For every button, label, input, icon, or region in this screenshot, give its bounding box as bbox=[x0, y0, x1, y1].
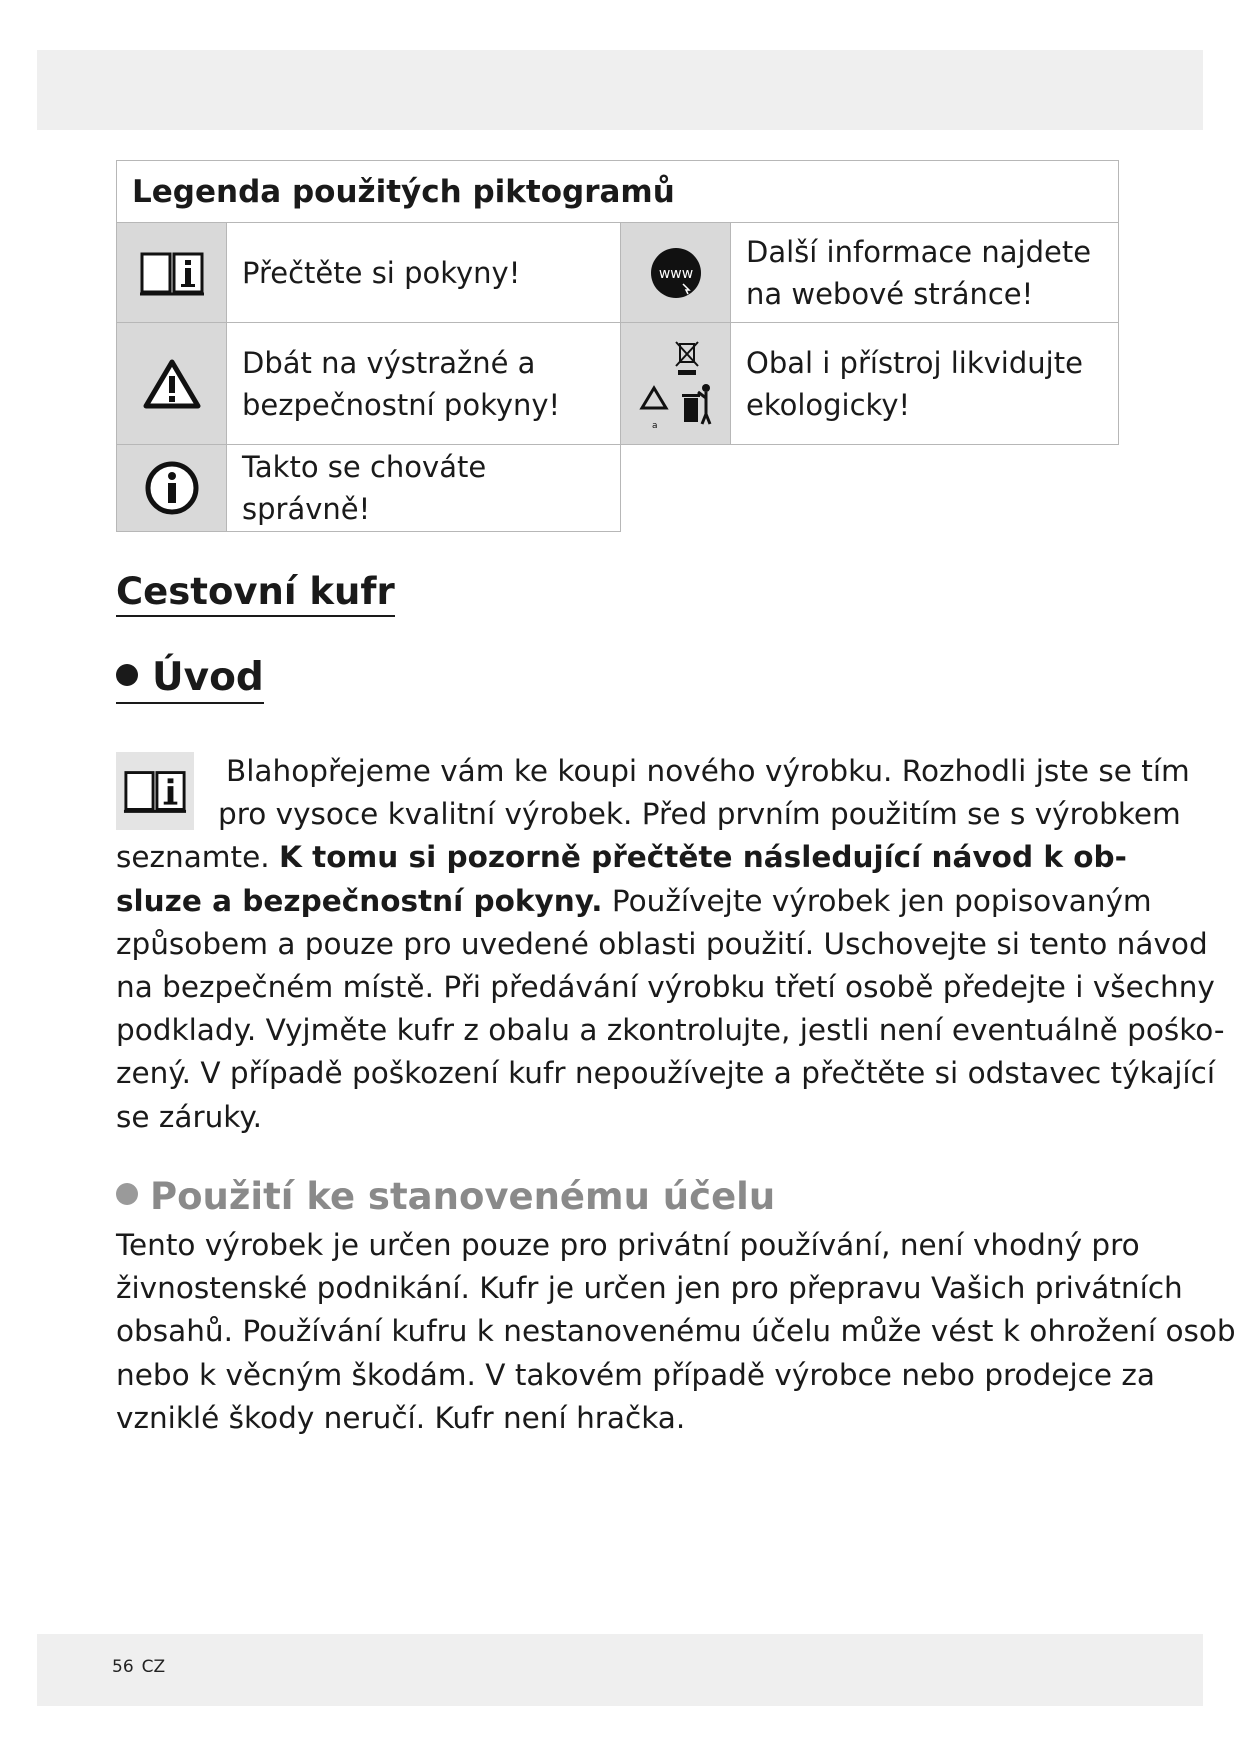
svg-text:a: a bbox=[651, 420, 658, 430]
main-title: Cestovní kufr bbox=[116, 570, 395, 617]
footer-band bbox=[37, 1634, 1203, 1706]
legend-text: Další informace najdete na webové stránce! bbox=[730, 222, 1119, 323]
warning-icon bbox=[143, 358, 201, 410]
www-icon bbox=[649, 246, 703, 300]
legend-icon-cell bbox=[116, 444, 227, 532]
text-line: na bezpečném místě. Při předávání výrobku třetí osobě předejte i všechny bbox=[116, 970, 1215, 1005]
bullet-icon bbox=[116, 664, 138, 686]
text-line: podklady. Vyjměte kufr z obalu a zkontrolujte, jestli není eventuálně pośko- bbox=[116, 1013, 1225, 1048]
text-line: pro vysoce kvalitní výrobek. Před prvním použitím se s výrobkem bbox=[218, 797, 1181, 832]
text-line: obsahů. Používání kufru k nestanovenému účelu může vést k ohrožení osob bbox=[116, 1314, 1236, 1349]
page-number: 56 bbox=[112, 1657, 134, 1677]
legend-text: Přečtěte si pokyny! bbox=[226, 222, 621, 323]
legend-icon-cell bbox=[620, 322, 731, 445]
recycling-icon bbox=[636, 338, 716, 430]
text-line: vzniklé škody neručí. Kufr není hračka. bbox=[116, 1400, 686, 1435]
usage-paragraph bbox=[116, 1224, 1236, 1440]
legend-text: Dbát na výstražné a bezpečnostní pokyny! bbox=[226, 322, 621, 445]
legend-icon-cell bbox=[116, 322, 227, 445]
page-footer bbox=[112, 1657, 165, 1677]
text-line: seznamte. K tomu si pozorně přečtěte následující návod k ob- bbox=[116, 840, 1127, 875]
language-code: CZ bbox=[141, 1657, 166, 1677]
text-line: způsobem a pouze pro uvedené oblasti použití. Uschovejte si tento návod bbox=[116, 926, 1208, 961]
emphasis-text: K tomu si pozorně přečtěte následující návod k ob- bbox=[279, 840, 1127, 875]
legend-title: Legenda použitých piktogramů bbox=[116, 160, 1119, 223]
svg-text:www: www bbox=[658, 265, 693, 282]
text-line: Blahopřejeme vám ke koupi nového výrobku. Rozhodli jste se tím bbox=[226, 754, 1190, 788]
text-line: Tento výrobek je určen pouze pro privátní používání, není vhodný pro bbox=[116, 1228, 1140, 1262]
text-line: se záruky. bbox=[116, 1099, 262, 1134]
info-icon bbox=[144, 460, 200, 516]
legend-icon-cell bbox=[620, 222, 731, 323]
emphasis-text: sluze a bezpečnostní pokyny. bbox=[116, 883, 603, 918]
section-heading-uvod: Úvod bbox=[116, 655, 264, 704]
section-heading-usage: Použití ke stanovenému účelu bbox=[116, 1175, 775, 1218]
text-line: nebo k věcným škodám. V takovém případě výrobce nebo prodejce za bbox=[116, 1357, 1155, 1392]
legend-icon-cell bbox=[116, 222, 227, 323]
header-band bbox=[37, 50, 1203, 130]
intro-paragraph bbox=[116, 750, 1225, 1139]
read-instructions-icon bbox=[139, 248, 205, 298]
legend-text: Takto se chováte správně! bbox=[226, 444, 621, 532]
legend-table bbox=[116, 160, 1119, 532]
legend-text: Obal i přístroj likvidujte ekologicky! bbox=[730, 322, 1119, 445]
text-line: sluze a bezpečnostní pokyny. Používejte výrobek jen popisovaným bbox=[116, 883, 1152, 918]
bullet-icon bbox=[116, 1183, 138, 1205]
text-line: živnostenské podnikání. Kufr je určen jen pro přepravu Vašich privátních bbox=[116, 1271, 1183, 1306]
text-line: zený. V případě poškození kufr nepoužívejte a přečtěte si odstavec týkající bbox=[116, 1056, 1216, 1091]
